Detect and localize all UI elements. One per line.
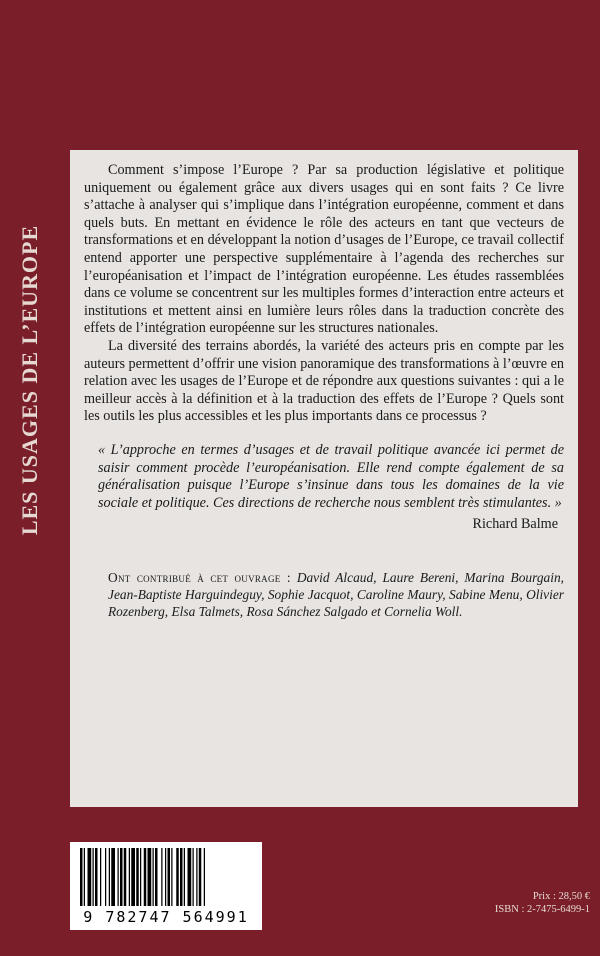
review-quote: « L’approche en termes d’usages et de travail politique avancée ici permet de saisir comment procède l’européanisation. Elle rend compte également de sa généralisation puisque l’Europe s’insinue dans tous les domaines de la vie sociale et politique. Ces directions de recherche nous semblent très stimulantes. » bbox=[98, 441, 564, 511]
price: Prix : 28,50 € bbox=[532, 891, 590, 902]
quote-author: Richard Balme bbox=[472, 516, 558, 533]
text-panel bbox=[70, 150, 578, 807]
spine-title: LES USAGES DE L’EUROPE bbox=[17, 224, 42, 536]
spine bbox=[0, 150, 60, 610]
isbn-barcode bbox=[70, 842, 262, 930]
description-paragraph-1: Comment s’impose l’Europe ? Par sa production législative et politique uniquement ou également grâce aux divers usages qui en sont faits ? Ce livre s’attache à analyser qui s’implique dans l’intégration européenne, comment et dans quels buts. En mettant en évidence le rôle des acteurs en tant que vecteurs de transformations et en développant la notion d’usages de l’Europe, ce travail collectif entend apporter une perspective supplémentaire à l’agenda des recherches sur l’européanisation et l’impact de l’intégration européenne. Les études rassemblées dans ce volume se concentrent sur les multiples formes d’interaction entre acteurs et institutions et mettent ainsi en lumière leurs rôles dans la traduction concrète des effets de l’intégration européenne sur les structures nationales. bbox=[84, 162, 564, 337]
barcode-digits: 9 782747 564991 bbox=[83, 908, 249, 926]
contributors-lead: Ont contribué à cet ouvrage : bbox=[108, 570, 291, 586]
contributors-names: David Alcaud, Laure Bereni, Marina Bourgain, Jean-Baptiste Harguindeguy, Sophie Jacquot, Caroline Maury, Sabine Menu, Olivier Rozenberg, Elsa Talmets, Rosa Sánchez Salgado et Cornelia Woll. bbox=[108, 570, 564, 620]
barcode-bars bbox=[78, 848, 254, 906]
price-info bbox=[400, 890, 590, 916]
description-paragraph-2: La diversité des terrains abordés, la variété des acteurs pris en compte par les auteurs permettent d’offrir une vision panoramique des transformations à l’œuvre en relation avec les usages de l’Europe et de répondre aux questions suivantes : qui a le meilleur accès à la définition et à la traduction des effets de l’Europe ? Quels sont les outils les plus accessibles et les plus importants dans ce processus ? bbox=[84, 337, 564, 425]
isbn: ISBN : 2-7475-6499-1 bbox=[494, 904, 590, 915]
contributors bbox=[108, 569, 564, 620]
